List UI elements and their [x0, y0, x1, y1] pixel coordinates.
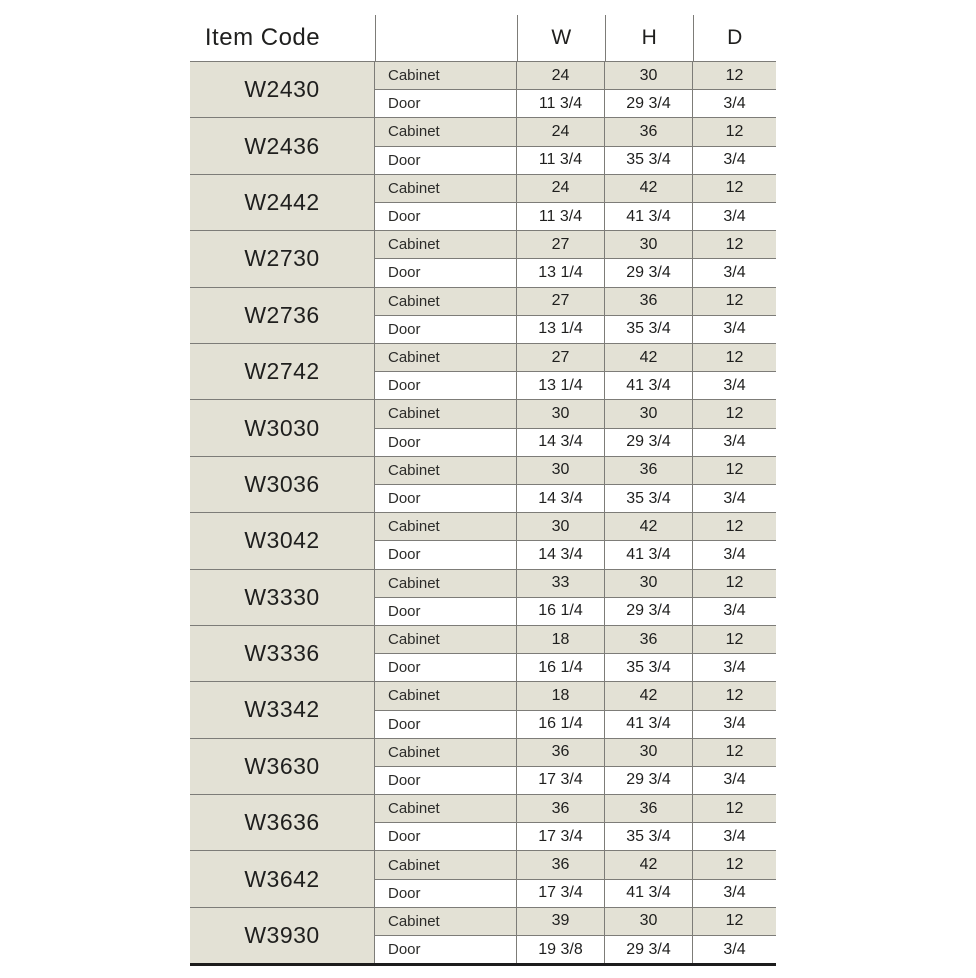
- door-d-value: 3/4: [723, 320, 746, 338]
- item-group: [190, 569, 776, 625]
- cabinet-row-label: Cabinet: [375, 288, 517, 315]
- door-h-value: 29 3/4: [605, 90, 693, 117]
- cabinet-row: [375, 175, 776, 203]
- door-w-value: 16 1/4: [517, 598, 605, 625]
- cabinet-h-value: 30: [605, 62, 693, 89]
- door-row: [375, 429, 776, 456]
- item-spec-rows: [375, 231, 776, 286]
- door-row: [375, 147, 776, 174]
- item-group: [190, 230, 776, 286]
- door-d-value: 3/4: [723, 827, 746, 845]
- door-h-value: 29 3/4: [605, 429, 693, 456]
- door-row: [375, 541, 776, 568]
- door-w-value: 11 3/4: [517, 203, 605, 230]
- door-row: [375, 259, 776, 286]
- item-spec-rows: [375, 795, 776, 850]
- cabinet-d-value: 12: [725, 404, 744, 422]
- cabinet-row: [375, 795, 776, 823]
- item-code-cell: W3030: [190, 400, 375, 455]
- door-row-label: Door: [375, 259, 517, 286]
- header-spec-type: [375, 15, 517, 61]
- item-group: [190, 456, 776, 512]
- cabinet-d-value: 12: [725, 179, 744, 197]
- door-row: [375, 372, 776, 399]
- item-spec-rows: [375, 288, 776, 343]
- door-h-value: 29 3/4: [605, 598, 693, 625]
- cabinet-h-value: 30: [605, 739, 693, 766]
- cabinet-row: [375, 118, 776, 146]
- cabinet-w-value: 18: [517, 626, 605, 653]
- cabinet-row-label: Cabinet: [375, 118, 517, 145]
- item-spec-rows: [375, 851, 776, 906]
- door-w-value: 13 1/4: [517, 372, 605, 399]
- door-row: [375, 90, 776, 117]
- cabinet-d-value: 12: [725, 348, 744, 366]
- cabinet-row: [375, 344, 776, 372]
- door-row-label: Door: [375, 316, 517, 343]
- cabinet-d-value: 12: [725, 912, 744, 930]
- cabinet-spec-table: [190, 15, 776, 966]
- cabinet-row-label: Cabinet: [375, 344, 517, 371]
- cabinet-h-value: 30: [605, 908, 693, 935]
- door-row-label: Door: [375, 203, 517, 230]
- door-row-label: Door: [375, 936, 517, 963]
- cabinet-row-label: Cabinet: [375, 682, 517, 709]
- item-spec-rows: [375, 908, 776, 963]
- cabinet-row-label: Cabinet: [375, 851, 517, 878]
- cabinet-h-value: 30: [605, 570, 693, 597]
- door-d-value: 3/4: [723, 715, 746, 733]
- cabinet-w-value: 39: [517, 908, 605, 935]
- item-group: [190, 343, 776, 399]
- cabinet-w-value: 36: [517, 795, 605, 822]
- cabinet-w-value: 30: [517, 400, 605, 427]
- cabinet-d-value: 12: [725, 66, 744, 84]
- item-code-cell: W3330: [190, 570, 375, 625]
- cabinet-w-value: 27: [517, 231, 605, 258]
- item-group: [190, 287, 776, 343]
- item-spec-rows: [375, 457, 776, 512]
- cabinet-row: [375, 682, 776, 710]
- cabinet-w-value: 36: [517, 851, 605, 878]
- door-d-value: 3/4: [723, 151, 746, 169]
- item-code-cell: W3042: [190, 513, 375, 568]
- door-h-value: 35 3/4: [605, 316, 693, 343]
- cabinet-row: [375, 231, 776, 259]
- item-group: [190, 61, 776, 117]
- door-row-label: Door: [375, 767, 517, 794]
- door-h-value: 35 3/4: [605, 485, 693, 512]
- item-group: [190, 794, 776, 850]
- header-width: W: [517, 15, 605, 61]
- item-code-cell: W2742: [190, 344, 375, 399]
- cabinet-w-value: 33: [517, 570, 605, 597]
- header-item-code: Item Code: [204, 24, 321, 51]
- cabinet-d-value: 12: [725, 743, 744, 761]
- cabinet-row-label: Cabinet: [375, 457, 517, 484]
- door-row: [375, 880, 776, 907]
- door-row: [375, 654, 776, 681]
- cabinet-row: [375, 908, 776, 936]
- door-h-value: 35 3/4: [605, 654, 693, 681]
- cabinet-d-value: 12: [725, 630, 744, 648]
- door-w-value: 16 1/4: [517, 711, 605, 738]
- door-w-value: 11 3/4: [517, 90, 605, 117]
- cabinet-h-value: 36: [605, 626, 693, 653]
- door-row: [375, 485, 776, 512]
- cabinet-w-value: 36: [517, 739, 605, 766]
- door-h-value: 29 3/4: [605, 767, 693, 794]
- door-w-value: 13 1/4: [517, 259, 605, 286]
- header-height: H: [605, 15, 693, 61]
- door-h-value: 35 3/4: [605, 823, 693, 850]
- item-code-cell: W3930: [190, 908, 375, 963]
- cabinet-d-value: 12: [725, 292, 744, 310]
- table-header: [190, 15, 776, 61]
- cabinet-d-value: 12: [725, 574, 744, 592]
- door-row-label: Door: [375, 372, 517, 399]
- cabinet-w-value: 24: [517, 175, 605, 202]
- item-code-cell: W2730: [190, 231, 375, 286]
- door-h-value: 41 3/4: [605, 541, 693, 568]
- door-row-label: Door: [375, 880, 517, 907]
- item-code-cell: W3342: [190, 682, 375, 737]
- door-d-value: 3/4: [723, 658, 746, 676]
- item-code-cell: W3636: [190, 795, 375, 850]
- cabinet-w-value: 24: [517, 62, 605, 89]
- door-w-value: 17 3/4: [517, 880, 605, 907]
- cabinet-w-value: 18: [517, 682, 605, 709]
- item-group: [190, 681, 776, 737]
- door-d-value: 3/4: [723, 940, 746, 958]
- cabinet-row: [375, 400, 776, 428]
- door-h-value: 29 3/4: [605, 259, 693, 286]
- door-row-label: Door: [375, 654, 517, 681]
- cabinet-w-value: 30: [517, 457, 605, 484]
- door-row-label: Door: [375, 541, 517, 568]
- door-h-value: 41 3/4: [605, 880, 693, 907]
- item-code-cell: W3642: [190, 851, 375, 906]
- door-d-value: 3/4: [723, 602, 746, 620]
- door-w-value: 11 3/4: [517, 147, 605, 174]
- door-row-label: Door: [375, 485, 517, 512]
- cabinet-row: [375, 62, 776, 90]
- door-h-value: 41 3/4: [605, 372, 693, 399]
- cabinet-row-label: Cabinet: [375, 400, 517, 427]
- cabinet-d-value: 12: [725, 235, 744, 253]
- cabinet-h-value: 42: [605, 513, 693, 540]
- door-w-value: 14 3/4: [517, 429, 605, 456]
- cabinet-row-label: Cabinet: [375, 908, 517, 935]
- item-code-cell: W2736: [190, 288, 375, 343]
- door-d-value: 3/4: [723, 771, 746, 789]
- item-group: [190, 850, 776, 906]
- cabinet-row: [375, 288, 776, 316]
- item-group: [190, 625, 776, 681]
- door-row: [375, 767, 776, 794]
- door-row-label: Door: [375, 429, 517, 456]
- cabinet-w-value: 24: [517, 118, 605, 145]
- door-row-label: Door: [375, 598, 517, 625]
- cabinet-row: [375, 739, 776, 767]
- door-row: [375, 598, 776, 625]
- door-row: [375, 823, 776, 850]
- cabinet-row-label: Cabinet: [375, 739, 517, 766]
- item-group: [190, 907, 776, 963]
- item-group: [190, 117, 776, 173]
- cabinet-row-label: Cabinet: [375, 513, 517, 540]
- cabinet-h-value: 36: [605, 795, 693, 822]
- cabinet-d-value: 12: [725, 122, 744, 140]
- cabinet-h-value: 42: [605, 682, 693, 709]
- door-row-label: Door: [375, 711, 517, 738]
- item-code-cell: W2436: [190, 118, 375, 173]
- table-bottom-rule: [190, 963, 776, 966]
- cabinet-h-value: 36: [605, 118, 693, 145]
- door-row: [375, 203, 776, 230]
- item-spec-rows: [375, 739, 776, 794]
- cabinet-h-value: 42: [605, 344, 693, 371]
- cabinet-row: [375, 851, 776, 879]
- item-spec-rows: [375, 62, 776, 117]
- item-group: [190, 738, 776, 794]
- door-row-label: Door: [375, 147, 517, 174]
- cabinet-h-value: 36: [605, 288, 693, 315]
- cabinet-row-label: Cabinet: [375, 626, 517, 653]
- door-d-value: 3/4: [723, 433, 746, 451]
- door-w-value: 16 1/4: [517, 654, 605, 681]
- door-row-label: Door: [375, 90, 517, 117]
- item-code-cell: W2442: [190, 175, 375, 230]
- door-d-value: 3/4: [723, 489, 746, 507]
- door-h-value: 35 3/4: [605, 147, 693, 174]
- cabinet-h-value: 36: [605, 457, 693, 484]
- door-row-label: Door: [375, 823, 517, 850]
- cabinet-h-value: 42: [605, 851, 693, 878]
- cabinet-d-value: 12: [725, 517, 744, 535]
- item-spec-rows: [375, 400, 776, 455]
- door-h-value: 29 3/4: [605, 936, 693, 963]
- cabinet-row: [375, 513, 776, 541]
- item-group: [190, 399, 776, 455]
- door-row: [375, 711, 776, 738]
- door-w-value: 19 3/8: [517, 936, 605, 963]
- door-h-value: 41 3/4: [605, 711, 693, 738]
- door-row: [375, 936, 776, 963]
- cabinet-w-value: 27: [517, 344, 605, 371]
- cabinet-w-value: 30: [517, 513, 605, 540]
- door-w-value: 14 3/4: [517, 541, 605, 568]
- door-d-value: 3/4: [723, 884, 746, 902]
- cabinet-d-value: 12: [725, 686, 744, 704]
- cabinet-d-value: 12: [725, 799, 744, 817]
- cabinet-d-value: 12: [725, 461, 744, 479]
- item-spec-rows: [375, 344, 776, 399]
- item-code-cell: W3630: [190, 739, 375, 794]
- cabinet-d-value: 12: [725, 856, 744, 874]
- item-code-cell: W2430: [190, 62, 375, 117]
- item-code-cell: W3336: [190, 626, 375, 681]
- door-w-value: 14 3/4: [517, 485, 605, 512]
- door-d-value: 3/4: [723, 263, 746, 281]
- door-d-value: 3/4: [723, 207, 746, 225]
- cabinet-w-value: 27: [517, 288, 605, 315]
- cabinet-h-value: 42: [605, 175, 693, 202]
- cabinet-row: [375, 570, 776, 598]
- door-d-value: 3/4: [723, 94, 746, 112]
- door-h-value: 41 3/4: [605, 203, 693, 230]
- item-spec-rows: [375, 513, 776, 568]
- door-d-value: 3/4: [723, 545, 746, 563]
- table-body: [190, 61, 776, 963]
- item-spec-rows: [375, 118, 776, 173]
- door-w-value: 13 1/4: [517, 316, 605, 343]
- door-w-value: 17 3/4: [517, 823, 605, 850]
- item-group: [190, 174, 776, 230]
- item-spec-rows: [375, 626, 776, 681]
- cabinet-row-label: Cabinet: [375, 62, 517, 89]
- cabinet-row: [375, 626, 776, 654]
- door-d-value: 3/4: [723, 376, 746, 394]
- cabinet-row-label: Cabinet: [375, 231, 517, 258]
- cabinet-row-label: Cabinet: [375, 570, 517, 597]
- item-spec-rows: [375, 175, 776, 230]
- cabinet-h-value: 30: [605, 400, 693, 427]
- cabinet-row-label: Cabinet: [375, 175, 517, 202]
- item-group: [190, 512, 776, 568]
- door-w-value: 17 3/4: [517, 767, 605, 794]
- item-code-cell: W3036: [190, 457, 375, 512]
- door-row: [375, 316, 776, 343]
- item-spec-rows: [375, 682, 776, 737]
- header-depth: D: [693, 15, 776, 61]
- item-spec-rows: [375, 570, 776, 625]
- cabinet-h-value: 30: [605, 231, 693, 258]
- cabinet-row: [375, 457, 776, 485]
- cabinet-row-label: Cabinet: [375, 795, 517, 822]
